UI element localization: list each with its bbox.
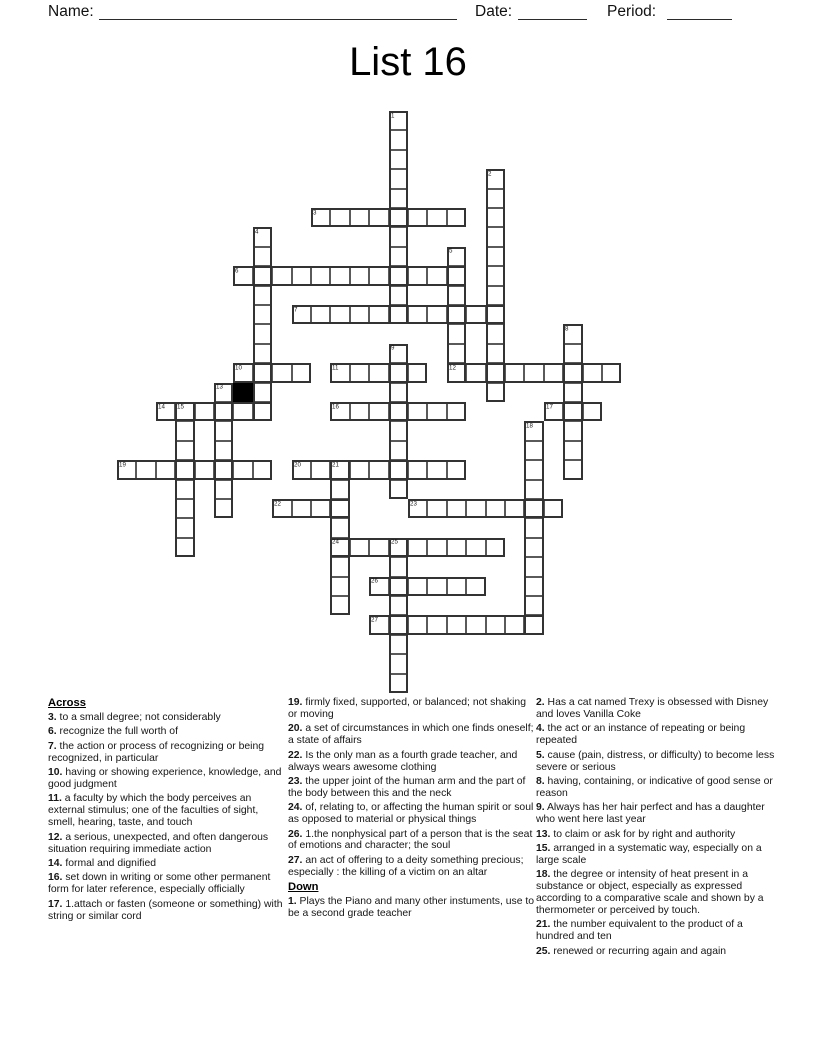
cell-r15c14 (389, 402, 408, 421)
cell-r22c17 (447, 538, 466, 557)
cell-r19c3 (175, 480, 194, 499)
cell-r18c16 (427, 460, 446, 479)
cell-r18c2 (156, 460, 175, 479)
cell-r22c18 (466, 538, 485, 557)
clue-number: 3. (48, 712, 57, 723)
cell-r20c19 (486, 499, 505, 518)
cell-r15c23 (563, 402, 582, 421)
cell-r20c16 (427, 499, 446, 518)
cell-number-1: 1 (390, 111, 395, 119)
clue-3 (48, 712, 286, 724)
clue-number: 27. (288, 854, 303, 866)
cell-r25c14 (389, 596, 408, 615)
cell-r17c14 (389, 441, 408, 460)
cell-r19c11 (330, 480, 349, 499)
cell-r8c13 (369, 266, 388, 285)
clue-text: Always has her hair perfect and has a daughter who went here last year (536, 802, 765, 826)
cell-r20c21 (524, 499, 543, 518)
clue-number: 10. (48, 767, 63, 779)
cell-r4c14 (389, 189, 408, 208)
across-heading: Across (48, 697, 86, 709)
clue-26 (288, 829, 535, 853)
cell-r22c13 (369, 538, 388, 557)
clue-number: 12. (48, 831, 63, 843)
cell-number-15: 15 (177, 402, 185, 410)
cell-r13c25 (602, 363, 621, 382)
clue-21 (536, 919, 778, 943)
cell-r23c21 (524, 557, 543, 576)
clue-13 (536, 829, 778, 841)
cell-r28c14 (389, 654, 408, 673)
cell-r10c17 (447, 305, 466, 324)
cell-r5c12 (350, 208, 369, 227)
cell-r8c14 (389, 266, 408, 285)
clue-19 (288, 697, 535, 721)
cell-r24c15 (408, 577, 427, 596)
cell-r15c17 (447, 402, 466, 421)
cell-r19c21 (524, 480, 543, 499)
cell-number-7: 7 (293, 305, 298, 313)
cell-r24c11 (330, 577, 349, 596)
cell-number-5: 5 (448, 247, 453, 255)
cell-r26c15 (408, 615, 427, 634)
cell-r17c23 (563, 441, 582, 460)
cell-r13c21 (524, 363, 543, 382)
clue-25 (536, 946, 778, 958)
down-heading: Down (288, 881, 319, 894)
crossword-grid (117, 111, 621, 693)
cell-r10c11 (330, 305, 349, 324)
cell-r26c21 (524, 615, 543, 634)
cell-r13c13 (369, 363, 388, 382)
cell-r23c14 (389, 557, 408, 576)
cell-r18c4 (195, 460, 214, 479)
clue-number: 18. (536, 869, 551, 881)
clue-number: 7. (48, 740, 57, 752)
clue-number: 19. (288, 697, 303, 708)
cell-r5c19 (486, 208, 505, 227)
date-label: Date: (475, 3, 513, 20)
cell-r22c15 (408, 538, 427, 557)
cell-r8c19 (486, 266, 505, 285)
clue-number: 9. (536, 802, 545, 814)
cell-r15c7 (253, 402, 272, 421)
cell-number-12: 12 (448, 364, 456, 371)
cell-r5c17 (447, 208, 466, 227)
black-cell (233, 383, 252, 402)
cell-r18c13 (369, 460, 388, 479)
clue-text: 1.the nonphysical part of a person that is the seat of emotions and character; the soul (288, 828, 533, 852)
clue-23 (288, 776, 535, 800)
clue-text: Plays the Piano and many other instuments, use to be a second grade teacher (288, 896, 535, 920)
cell-r18c6 (233, 460, 252, 479)
cell-r14c7 (253, 383, 272, 402)
cell-r12c19 (486, 344, 505, 363)
cell-number-20: 20 (293, 461, 301, 468)
name-line (99, 19, 457, 20)
cell-r24c21 (524, 577, 543, 596)
cell-number-14: 14 (157, 402, 165, 410)
clue-text: firmly fixed, supported, or balanced; not shaking or moving (288, 697, 526, 720)
cell-r25c21 (524, 596, 543, 615)
clue-text: Has a cat named Trexy is obsessed with Disney and loves Vanilla Coke (536, 697, 769, 720)
cell-r22c21 (524, 538, 543, 557)
clue-number: 21. (536, 919, 551, 931)
cell-r21c21 (524, 518, 543, 537)
cell-r8c10 (311, 266, 330, 285)
cell-r24c17 (447, 577, 466, 596)
cell-r18c1 (136, 460, 155, 479)
cell-r24c14 (389, 577, 408, 596)
cell-r12c7 (253, 344, 272, 363)
cell-number-27: 27 (371, 616, 379, 624)
cell-r5c16 (427, 208, 446, 227)
cell-r5c15 (408, 208, 427, 227)
clue-15 (536, 843, 778, 867)
cell-r6c14 (389, 227, 408, 246)
cell-r18c3 (175, 460, 194, 479)
clue-number: 11. (48, 793, 62, 805)
cell-r4c19 (486, 189, 505, 208)
date-line (518, 19, 587, 20)
clue-20 (288, 723, 535, 747)
cell-r20c5 (214, 499, 233, 518)
cell-r10c14 (389, 305, 408, 324)
clue-text: the action or process of recognizing or being recognized, in particular (48, 740, 265, 764)
cell-number-8: 8 (565, 325, 569, 333)
cell-r13c9 (292, 363, 311, 382)
clue-column-1 (48, 697, 286, 925)
cell-r7c14 (389, 247, 408, 266)
cell-r8c17 (447, 266, 466, 285)
cell-r10c19 (486, 305, 505, 324)
clue-text: a faculty by which the body perceives an external stimulus; one of the faculties of sight, smell, hearing, taste, and touch (48, 793, 259, 829)
cell-number-10: 10 (235, 364, 243, 371)
cell-r26c18 (466, 615, 485, 634)
cell-r2c14 (389, 150, 408, 169)
cell-r8c7 (253, 266, 272, 285)
clue-text: having, containing, or indicative of good sense or reason (536, 775, 773, 799)
cell-r3c14 (389, 169, 408, 188)
cell-r17c5 (214, 441, 233, 460)
cell-r15c15 (408, 402, 427, 421)
clue-number: 5. (536, 749, 545, 761)
cell-r21c11 (330, 518, 349, 537)
cell-r13c23 (563, 363, 582, 382)
cell-r16c3 (175, 421, 194, 440)
cell-number-26: 26 (371, 577, 379, 585)
cell-r22c16 (427, 538, 446, 557)
clue-text: formal and dignified (62, 857, 157, 869)
cell-r10c7 (253, 305, 272, 324)
cell-r8c15 (408, 266, 427, 285)
cell-r26c20 (505, 615, 524, 634)
cell-r22c3 (175, 538, 194, 557)
cell-r8c12 (350, 266, 369, 285)
cell-r26c19 (486, 615, 505, 634)
clue-number: 16. (48, 872, 63, 884)
clue-text: the number equivalent to the product of a hundred and ten (536, 919, 743, 943)
cell-number-22: 22 (274, 499, 282, 507)
cell-r19c14 (389, 480, 408, 499)
cell-r18c23 (563, 460, 582, 479)
clue-1 (288, 896, 535, 920)
cell-r26c17 (447, 615, 466, 634)
cell-r13c24 (583, 363, 602, 382)
cell-r23c11 (330, 557, 349, 576)
clue-number: 13. (536, 828, 551, 840)
clue-2 (536, 697, 778, 721)
clue-column-2 (288, 697, 535, 923)
cell-r13c15 (408, 363, 427, 382)
cell-r10c15 (408, 305, 427, 324)
cell-number-13: 13 (216, 383, 223, 391)
cell-r20c11 (330, 499, 349, 518)
cell-r20c20 (505, 499, 524, 518)
clue-text: having or showing experience, knowledge, and good judgment (48, 767, 282, 791)
name-label: Name: (48, 3, 94, 20)
cell-r12c23 (563, 344, 582, 363)
clue-number: 22. (288, 749, 303, 761)
page-title: List 16 (349, 40, 467, 84)
clue-number: 4. (536, 723, 545, 735)
clue-10 (48, 767, 286, 791)
cell-number-3: 3 (313, 208, 317, 216)
cell-r13c8 (272, 363, 291, 382)
cell-number-11: 11 (332, 364, 339, 371)
cell-r20c22 (544, 499, 563, 518)
cell-r13c7 (253, 363, 272, 382)
clue-text: Is the only man as a fourth grade teacher, and always wears awesome clothing (288, 749, 518, 773)
clue-text: recognize the full worth of (56, 726, 178, 738)
clue-number: 14. (48, 857, 63, 869)
cell-r5c14 (389, 208, 408, 227)
clue-text: to claim or ask for by right and authority (550, 828, 736, 840)
cell-r14c23 (563, 383, 582, 402)
clue-7 (48, 741, 286, 765)
cell-r14c19 (486, 383, 505, 402)
cell-r15c4 (195, 402, 214, 421)
cell-r10c13 (369, 305, 388, 324)
cell-number-16: 16 (332, 402, 340, 410)
clue-number: 23. (288, 775, 303, 787)
clue-9 (536, 802, 778, 826)
clue-text: a set of circumstances in which one finds oneself; a state of affairs (288, 723, 534, 747)
cell-r18c7 (253, 460, 272, 479)
cell-number-18: 18 (526, 422, 534, 430)
cell-r15c6 (233, 402, 252, 421)
clue-number: 8. (536, 775, 545, 787)
clue-number: 2. (536, 697, 545, 708)
cell-number-21: 21 (332, 461, 340, 468)
cell-r22c19 (486, 538, 505, 557)
cell-r10c10 (311, 305, 330, 324)
cell-r15c5 (214, 402, 233, 421)
clue-column-3 (536, 697, 778, 960)
clue-12 (48, 832, 286, 856)
clue-number: 20. (288, 723, 303, 735)
cell-r27c14 (389, 635, 408, 654)
clue-27 (288, 855, 535, 879)
clue-number: 17. (48, 898, 63, 910)
cell-r15c16 (427, 402, 446, 421)
period-line (667, 19, 732, 20)
cell-r7c7 (253, 247, 272, 266)
cell-r18c14 (389, 460, 408, 479)
cell-r10c16 (427, 305, 446, 324)
clue-text: set down in writing or some other permanent form for later reference, especially officially (48, 872, 271, 896)
clue-18 (536, 869, 778, 917)
cell-r17c21 (524, 441, 543, 460)
clue-number: 25. (536, 945, 551, 957)
cell-r16c14 (389, 421, 408, 440)
cell-r20c10 (311, 499, 330, 518)
cell-r15c12 (350, 402, 369, 421)
clue-5 (536, 750, 778, 774)
clue-number: 1. (288, 896, 297, 908)
cell-r20c18 (466, 499, 485, 518)
cell-r11c19 (486, 324, 505, 343)
cell-r11c7 (253, 324, 272, 343)
clue-text: the upper joint of the human arm and the part of the body between this and the neck (288, 775, 526, 799)
clue-text: renewed or recurring again and again (550, 945, 727, 957)
cell-r20c17 (447, 499, 466, 518)
cell-r17c3 (175, 441, 194, 460)
cell-r13c18 (466, 363, 485, 382)
cell-r5c13 (369, 208, 388, 227)
clue-number: 15. (536, 842, 551, 854)
clue-16 (48, 872, 286, 896)
clue-4 (536, 723, 778, 747)
clue-text: of, relating to, or affecting the human spirit or soul as opposed to material or physical things (288, 802, 534, 826)
cell-number-2: 2 (487, 170, 492, 177)
cell-r24c16 (427, 577, 446, 596)
cell-r22c12 (350, 538, 369, 557)
cell-r5c11 (330, 208, 349, 227)
cell-r21c3 (175, 518, 194, 537)
cell-number-4: 4 (254, 228, 259, 236)
cell-number-24: 24 (332, 538, 340, 546)
cell-r20c9 (292, 499, 311, 518)
cell-r13c20 (505, 363, 524, 382)
cell-r16c23 (563, 421, 582, 440)
cell-r25c11 (330, 596, 349, 615)
period-label: Period: (607, 3, 657, 20)
cell-r18c5 (214, 460, 233, 479)
cell-r9c17 (447, 286, 466, 305)
clue-17 (48, 899, 286, 923)
clue-24 (288, 802, 535, 826)
cell-r24c18 (466, 577, 485, 596)
cell-r13c22 (544, 363, 563, 382)
cell-r19c5 (214, 480, 233, 499)
clue-number: 24. (288, 802, 303, 814)
clue-text: to a small degree; not considerably (56, 712, 221, 723)
cell-r8c16 (427, 266, 446, 285)
cell-number-17: 17 (545, 402, 553, 410)
clue-text: cause (pain, distress, or difficulty) to become less severe or serious (536, 749, 775, 773)
cell-r8c8 (272, 266, 291, 285)
cell-r7c19 (486, 247, 505, 266)
cell-r16c5 (214, 421, 233, 440)
cell-r9c19 (486, 286, 505, 305)
cell-r18c21 (524, 460, 543, 479)
clue-11 (48, 793, 286, 829)
clue-text: arranged in a systematic way, especially on a large scale (536, 842, 762, 866)
clue-14 (48, 858, 286, 870)
clue-8 (536, 776, 778, 800)
cell-r14c14 (389, 383, 408, 402)
cell-r12c17 (447, 344, 466, 363)
cell-r18c17 (447, 460, 466, 479)
cell-r10c12 (350, 305, 369, 324)
clue-text: an act of offering to a deity something precious; especially : the killing of a victim on an altar (288, 854, 524, 878)
cell-number-9: 9 (390, 344, 395, 352)
cell-r13c12 (350, 363, 369, 382)
cell-r26c14 (389, 615, 408, 634)
cell-number-23: 23 (410, 499, 417, 507)
cell-r18c12 (350, 460, 369, 479)
cell-r29c14 (389, 674, 408, 693)
cell-r13c14 (389, 363, 408, 382)
clue-22 (288, 750, 535, 774)
cell-r26c16 (427, 615, 446, 634)
clue-number: 26. (288, 828, 303, 840)
cell-r8c11 (330, 266, 349, 285)
cell-number-6: 6 (235, 267, 239, 274)
cell-number-19: 19 (119, 461, 126, 468)
cell-r15c24 (583, 402, 602, 421)
cell-r13c19 (486, 363, 505, 382)
cell-r18c15 (408, 460, 427, 479)
cell-r18c10 (311, 460, 330, 479)
cell-r8c9 (292, 266, 311, 285)
cell-r20c3 (175, 499, 194, 518)
cell-r10c18 (466, 305, 485, 324)
clue-text: the act or an instance of repeating or being repeated (536, 723, 746, 747)
cell-r9c14 (389, 286, 408, 305)
clue-text: a serious, unexpected, and often dangerous situation requiring immediate action (48, 831, 269, 855)
cell-r6c19 (486, 227, 505, 246)
cell-r1c14 (389, 130, 408, 149)
clue-number: 6. (48, 726, 57, 738)
clue-6 (48, 726, 286, 738)
cell-r9c7 (253, 286, 272, 305)
cell-r11c17 (447, 324, 466, 343)
cell-r15c13 (369, 402, 388, 421)
clue-text: the degree or intensity of heat present in a substance or object, especially as expressed according to a comparative scale and shown by a thermometer or perceived by touch. (536, 869, 764, 916)
clue-text: 1.attach or fasten (someone or something) with string or similar cord (48, 898, 283, 922)
cell-number-25: 25 (390, 538, 398, 546)
